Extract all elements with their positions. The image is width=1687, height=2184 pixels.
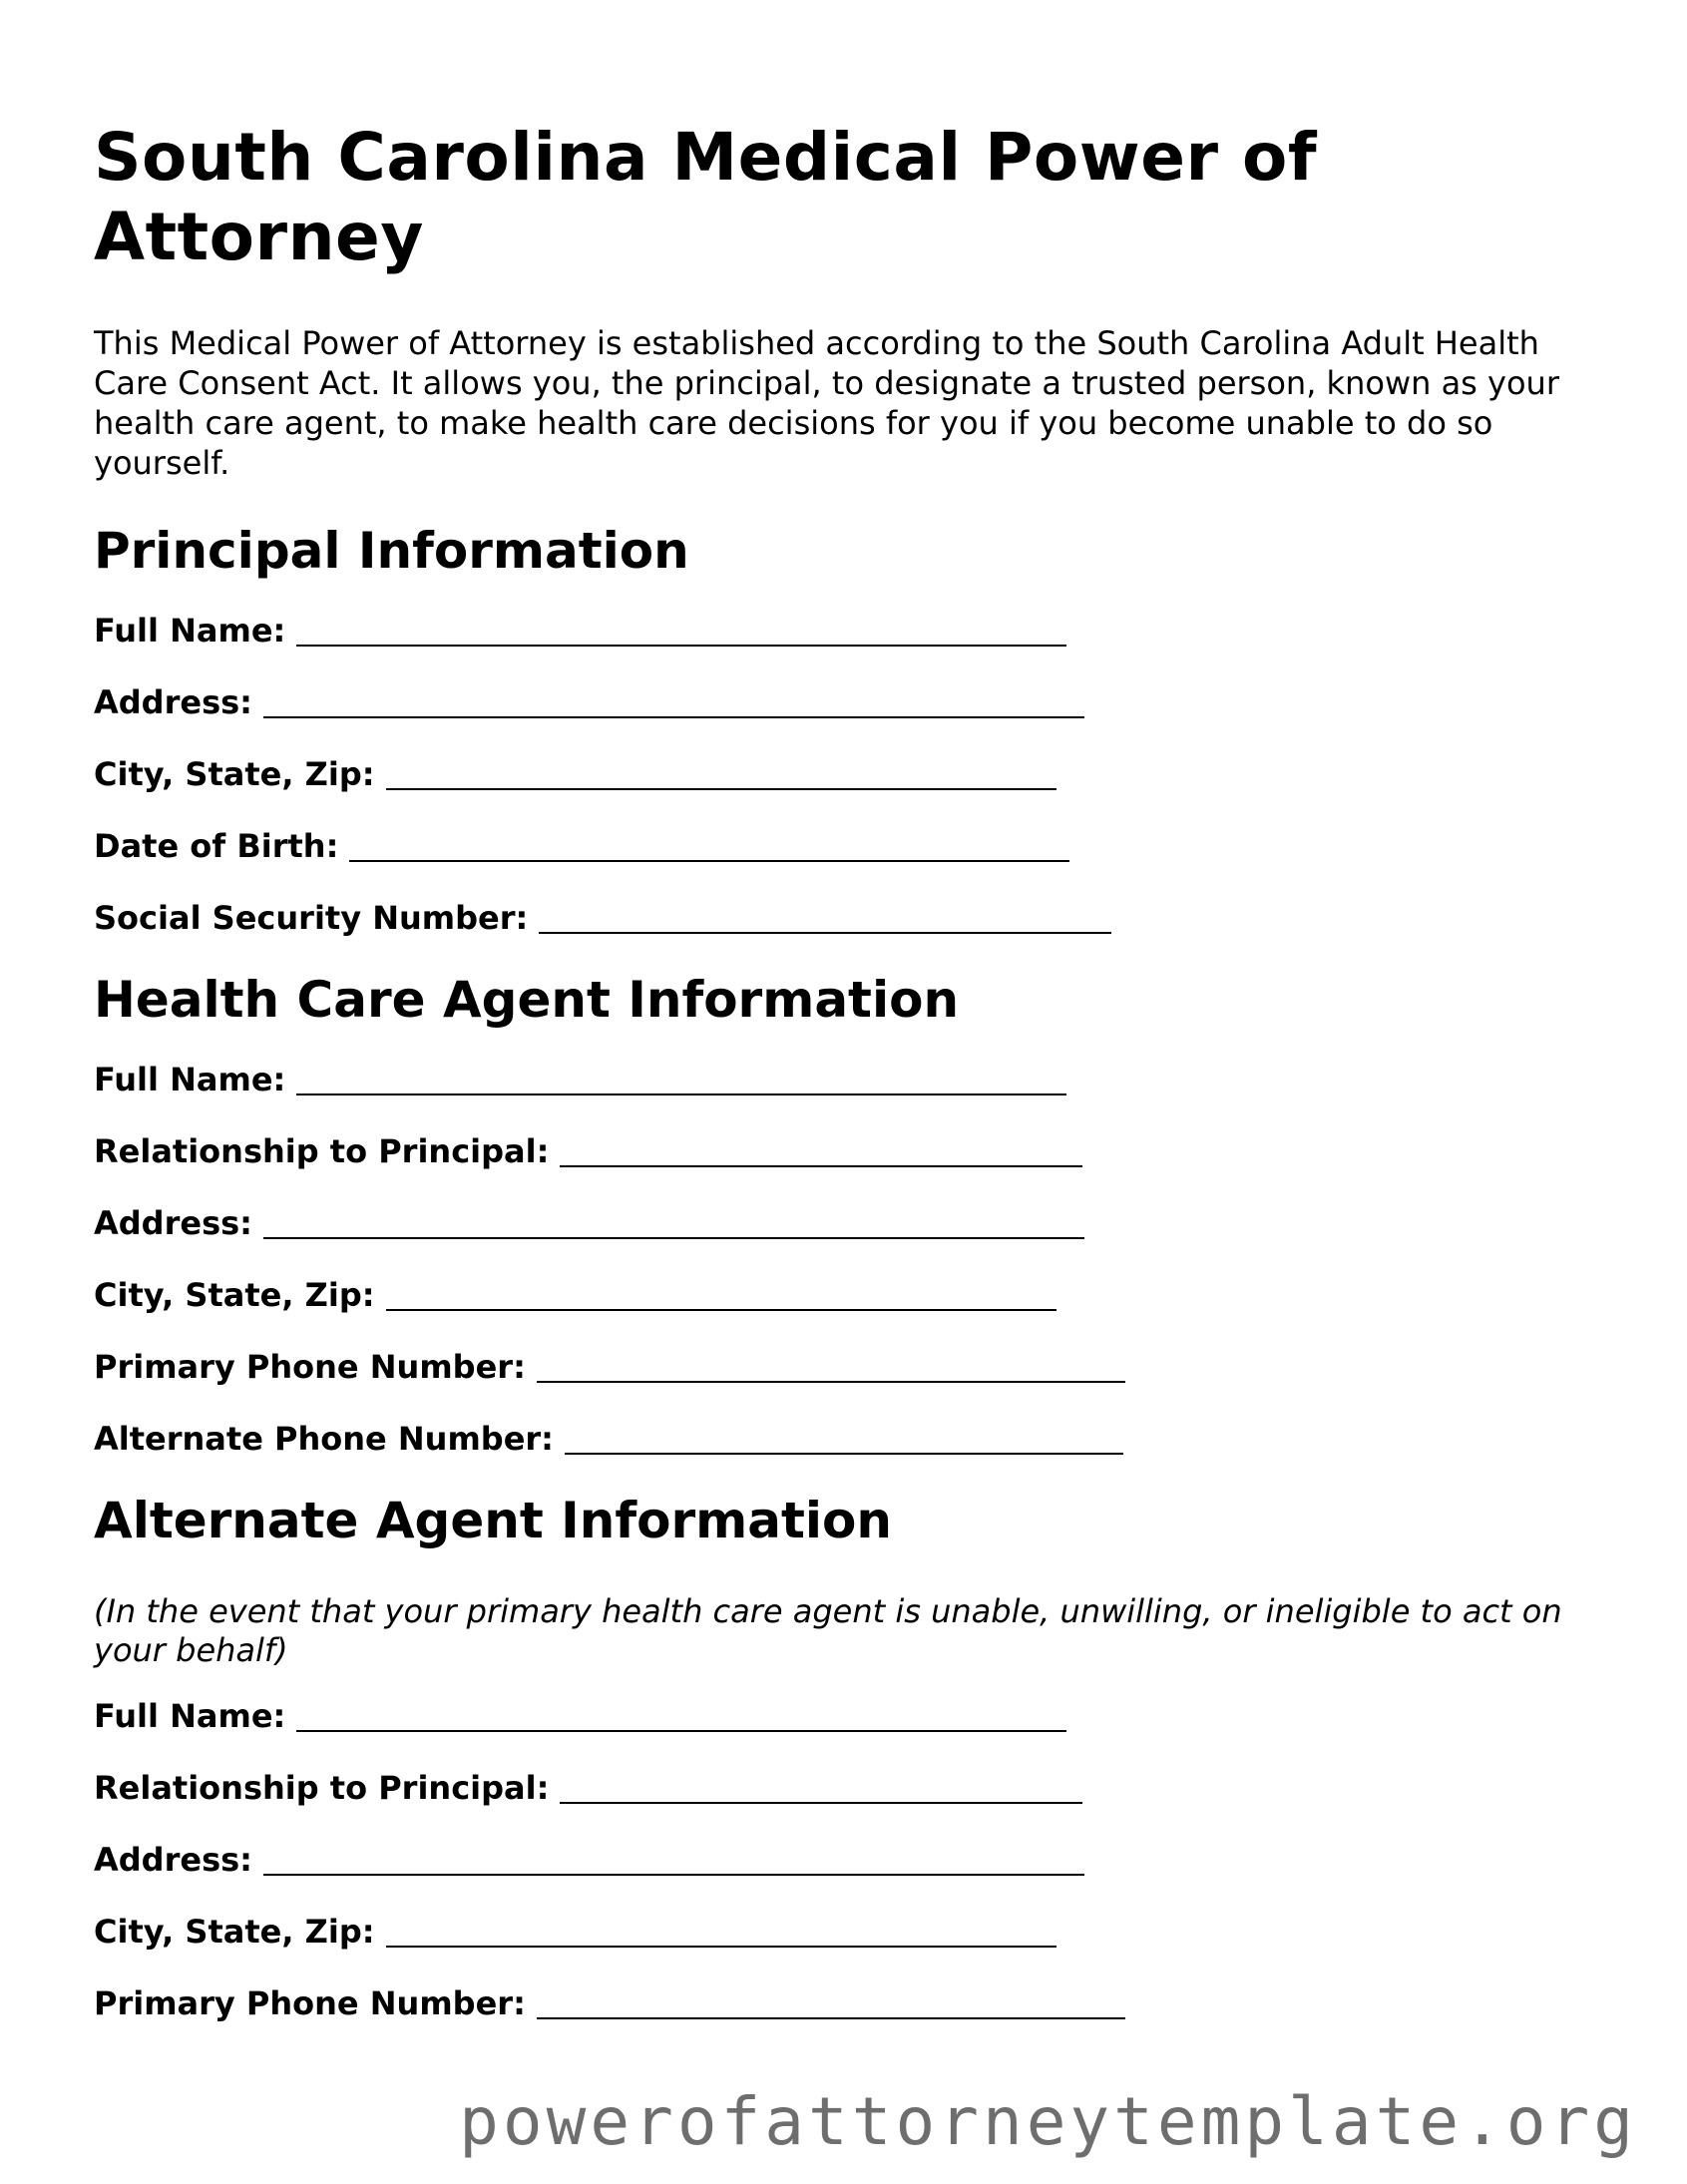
- alternate-address-input[interactable]: [263, 1844, 1084, 1876]
- alternate-address-field: [94, 1840, 1610, 1880]
- field-label: Address:: [94, 1204, 252, 1242]
- principal-full-name-field: [94, 611, 1610, 651]
- agent-section: [94, 970, 1610, 1459]
- field-label: Full Name:: [94, 1061, 286, 1098]
- principal-date-of-birth-input[interactable]: [349, 830, 1069, 862]
- agent-city-state-zip-input[interactable]: [386, 1279, 1056, 1311]
- alternate-fields: [94, 1696, 1610, 2023]
- alternate-full-name-field: [94, 1696, 1610, 1736]
- principal-address-input[interactable]: [263, 686, 1084, 718]
- alternate-note: (In the event that your primary health care agent is unable, unwilling, or ineligible to act on your behalf): [94, 1592, 1562, 1669]
- alternate-primary-phone-input[interactable]: [537, 1987, 1125, 2019]
- principal-heading: Principal Information: [94, 522, 689, 580]
- principal-city-state-zip-input[interactable]: [386, 758, 1056, 790]
- agent-city-state-zip-field: [94, 1275, 1610, 1315]
- principal-address-field: [94, 682, 1610, 722]
- principal-ssn-field: [94, 898, 1610, 938]
- field-label: Primary Phone Number:: [94, 1348, 526, 1386]
- field-label: Full Name:: [94, 612, 286, 650]
- alternate-full-name-input[interactable]: [296, 1700, 1066, 1732]
- field-label: City, State, Zip:: [94, 1913, 375, 1951]
- principal-section: [94, 521, 1610, 938]
- agent-relationship-field: [94, 1131, 1610, 1171]
- agent-full-name-input[interactable]: [296, 1064, 1066, 1095]
- agent-full-name-field: [94, 1060, 1610, 1099]
- principal-fields: [94, 611, 1610, 938]
- agent-alternate-phone-input[interactable]: [565, 1423, 1123, 1455]
- field-label: Primary Phone Number:: [94, 1984, 526, 2022]
- alternate-primary-phone-field: [94, 1983, 1610, 2023]
- principal-ssn-input[interactable]: [539, 902, 1111, 934]
- alternate-city-state-zip-input[interactable]: [386, 1916, 1056, 1948]
- agent-address-field: [94, 1203, 1610, 1243]
- agent-fields: [94, 1060, 1610, 1459]
- alternate-section: [94, 1491, 1610, 2023]
- watermark: powerofattorneytemplate.org: [459, 2083, 1637, 2160]
- field-label: Full Name:: [94, 1697, 286, 1735]
- agent-alternate-phone-field: [94, 1419, 1610, 1459]
- intro-paragraph: This Medical Power of Attorney is established according to the South Carolina Adult Health Care Consent Act. It allows you, the principal, to designate a trusted person, known as your health care agent, to make health care decisions for you if you become unable to do so yourself.: [94, 324, 1559, 482]
- field-label: City, State, Zip:: [94, 1276, 375, 1314]
- agent-heading: Health Care Agent Information: [94, 971, 960, 1029]
- principal-city-state-zip-field: [94, 754, 1610, 794]
- field-label: Relationship to Principal:: [94, 1769, 550, 1807]
- agent-primary-phone-field: [94, 1347, 1610, 1387]
- alternate-heading: Alternate Agent Information: [94, 1492, 892, 1549]
- field-label: Alternate Phone Number:: [94, 1420, 554, 1458]
- alternate-relationship-input[interactable]: [560, 1772, 1082, 1804]
- agent-address-input[interactable]: [263, 1207, 1084, 1239]
- field-label: Address:: [94, 1841, 252, 1879]
- alternate-city-state-zip-field: [94, 1912, 1610, 1952]
- agent-relationship-input[interactable]: [560, 1135, 1082, 1167]
- alternate-relationship-field: [94, 1768, 1610, 1808]
- principal-full-name-input[interactable]: [296, 615, 1066, 647]
- field-label: Social Security Number:: [94, 899, 529, 937]
- document-page: [94, 118, 1610, 2055]
- field-label: Address:: [94, 683, 252, 721]
- document-title: South Carolina Medical Power of Attorney: [94, 119, 1318, 275]
- field-label: Date of Birth:: [94, 827, 339, 865]
- agent-primary-phone-input[interactable]: [537, 1351, 1125, 1383]
- field-label: City, State, Zip:: [94, 755, 375, 793]
- principal-date-of-birth-field: [94, 826, 1610, 866]
- field-label: Relationship to Principal:: [94, 1132, 550, 1170]
